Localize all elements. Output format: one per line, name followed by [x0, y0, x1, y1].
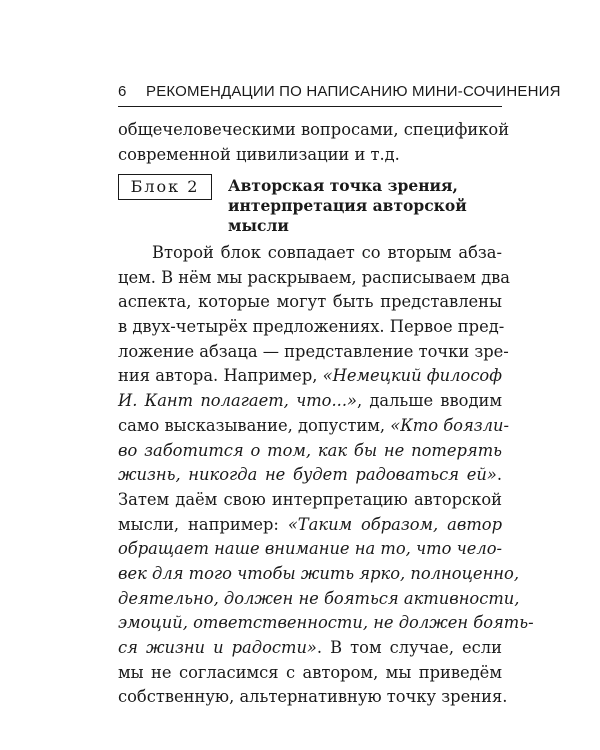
text-run: ния автора. Например, [118, 366, 323, 386]
text-line [118, 364, 502, 389]
quote-run: «Кто боязли- [390, 415, 509, 435]
quote-run: «Немецкий философ [322, 366, 502, 386]
text-line [118, 389, 502, 414]
heading-line: мысли [228, 216, 289, 235]
text-line: аспекта, которые могут быть представлены [118, 292, 502, 312]
text-line [118, 537, 502, 562]
text-line: в двух-четырёх предложениях. Первое пред- [118, 317, 505, 337]
running-header [118, 80, 561, 107]
quote-run: обращает наше внимание на то, что чело- [118, 539, 502, 559]
block-label: Блок 2 [118, 174, 212, 200]
text-line [118, 463, 502, 488]
text-line [118, 513, 502, 538]
block-heading [228, 176, 502, 236]
quote-run: век для того чтобы жить ярко, полноценно, [118, 563, 519, 583]
text-run: само высказывание, допустим, [118, 415, 391, 435]
text-line: современной цивилизации и т.д. [118, 144, 400, 164]
text-line: общечеловеческими вопросами, спецификой [118, 120, 510, 139]
text-line [118, 587, 520, 612]
text-line [118, 611, 534, 636]
text-line: ложение абзаца — представление точки зре- [118, 341, 509, 361]
text-run: . [496, 465, 502, 485]
text-run: мысли, например: [118, 514, 288, 534]
heading-line: интерпретация авторской [228, 196, 467, 215]
text-line [118, 636, 502, 661]
text-line [118, 414, 509, 439]
quote-run: деятельно, должен не бояться активности, [118, 588, 520, 608]
quote-run: ся жизни и радости» [118, 638, 317, 657]
quote-run: эмоций, ответственности, не должен боять- [118, 613, 534, 633]
text-line: цем. В нём мы раскрываем, расписываем два [118, 267, 510, 287]
page-number: 6 [118, 83, 127, 100]
text-line: Затем даём свою интерпретацию авторской [118, 489, 502, 509]
text-line: Второй блок совпадает со вторым абза- [152, 243, 502, 262]
quote-run: «Таким образом, автор [287, 514, 502, 534]
quote-run: во заботится о том, как бы не потерять [118, 440, 502, 460]
text-line: собственную, альтернативную точку зрения. [118, 687, 508, 707]
heading-line: Авторская точка зрения, [228, 176, 458, 195]
intro-paragraph [118, 118, 510, 167]
text-run: . В том случае, если [316, 638, 502, 657]
text-line [118, 439, 502, 464]
running-title: РЕКОМЕНДАЦИИ ПО НАПИСАНИЮ МИНИ-СОЧИНЕНИЯ [146, 83, 561, 100]
text-line: мы не согласимся с автором, мы приведём [118, 662, 502, 682]
quote-run: И. Кант полагает, что...» [118, 391, 357, 411]
quote-run: жизнь, никогда не будет радоваться ей» [118, 465, 497, 485]
body-paragraph [118, 241, 534, 710]
text-line [118, 562, 519, 587]
text-run: , дальше вводим [356, 391, 502, 411]
